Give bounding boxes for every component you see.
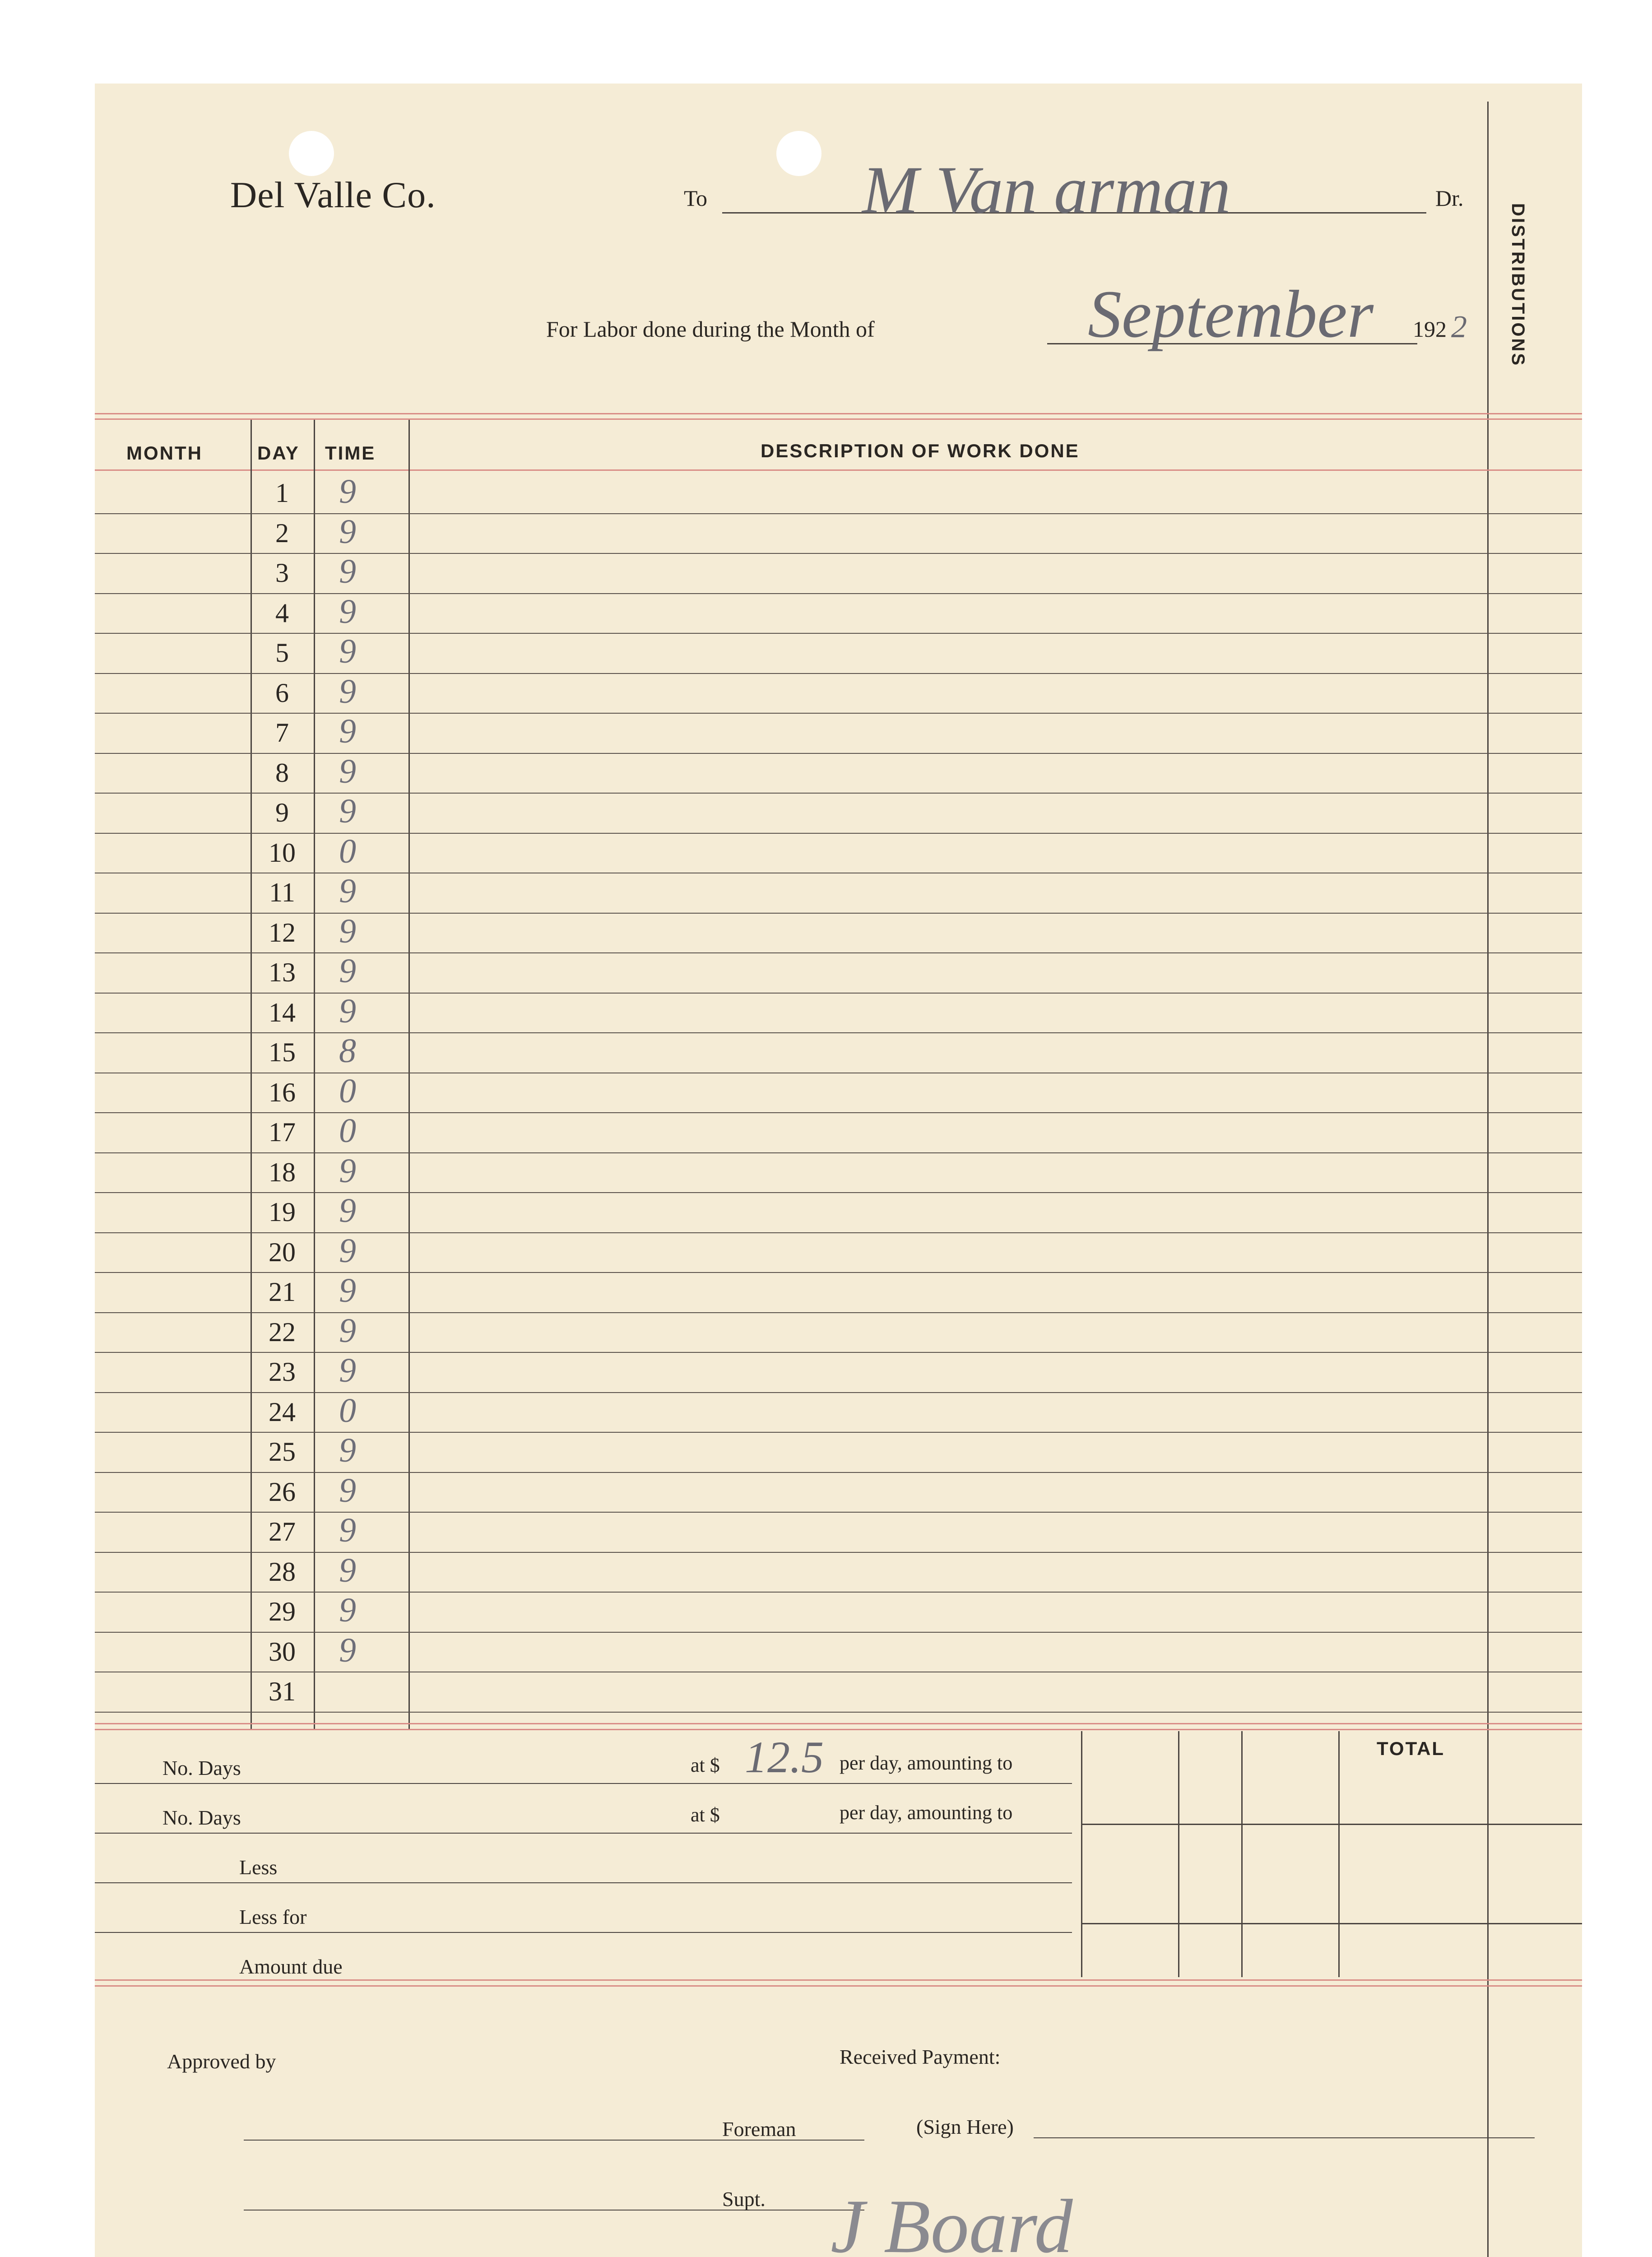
time-entry: 9 <box>339 992 356 1030</box>
footer-rule-2 <box>95 1985 1582 1987</box>
row-rule <box>95 633 1582 634</box>
time-entry: 9 <box>339 792 356 830</box>
time-entry: 9 <box>339 1152 356 1190</box>
day-number: 6 <box>275 678 289 708</box>
row-rule <box>95 952 1582 953</box>
row-rule <box>95 1512 1582 1513</box>
day-number: 15 <box>269 1037 296 1067</box>
row-rule <box>95 1552 1582 1553</box>
day-number: 1 <box>275 478 289 508</box>
summary-line-2 <box>95 1833 1072 1834</box>
day-number: 17 <box>269 1117 296 1147</box>
to-label: To <box>684 186 708 211</box>
time-entry: 9 <box>339 632 356 670</box>
time-entry: 9 <box>339 952 356 990</box>
less-for-label: Less for <box>239 1905 307 1928</box>
header-rule-top-2 <box>95 418 1582 420</box>
day-number: 14 <box>269 997 296 1027</box>
day-number: 31 <box>269 1676 296 1706</box>
row-rule <box>95 1192 1582 1193</box>
time-entry: 9 <box>339 672 356 711</box>
time-entry: 9 <box>339 912 356 950</box>
summary-rule-2 <box>95 1729 1582 1730</box>
time-entry: 9 <box>339 1231 356 1270</box>
year-prefix: 192 <box>1413 316 1447 342</box>
description-column-divider <box>408 420 410 1729</box>
row-rule <box>95 793 1582 794</box>
time-entry: 9 <box>339 1311 356 1350</box>
time-entry: 9 <box>339 1431 356 1469</box>
payment-signature-line <box>1034 2137 1535 2138</box>
time-column-divider <box>314 420 315 1729</box>
time-entry: 9 <box>339 1591 356 1629</box>
header-rule-bottom <box>95 469 1582 471</box>
time-entry: 9 <box>339 1471 356 1509</box>
time-entry: 0 <box>339 1072 356 1110</box>
description-column-header: DESCRIPTION OF WORK DONE <box>761 440 1080 461</box>
row-rule <box>95 1432 1582 1433</box>
day-number: 13 <box>269 957 296 987</box>
daily-rate: 12.5 <box>745 1732 824 1782</box>
time-column-header: TIME <box>325 442 376 464</box>
row-rule <box>95 593 1582 594</box>
time-entry: 9 <box>339 1272 356 1310</box>
punch-hole-right <box>776 131 821 176</box>
row-rule <box>95 1152 1582 1153</box>
distributions-rule <box>1487 102 1489 2257</box>
less-label: Less <box>239 1856 278 1879</box>
row-rule <box>95 1392 1582 1393</box>
header-rule-top-1 <box>95 413 1582 414</box>
company-name: Del Valle Co. <box>230 174 436 215</box>
day-number: 3 <box>275 558 289 588</box>
day-number: 27 <box>269 1517 296 1546</box>
per-day-label-1: per day, amounting to <box>840 1752 1013 1774</box>
time-entry: 9 <box>339 473 356 511</box>
time-entry: 9 <box>339 1551 356 1589</box>
month-value: September <box>1088 277 1374 352</box>
foreman-label: Foreman <box>722 2118 796 2141</box>
row-rule <box>95 513 1582 514</box>
day-number: 16 <box>269 1077 296 1107</box>
day-number: 22 <box>269 1317 296 1347</box>
time-entry: 9 <box>339 553 356 590</box>
time-entry: 9 <box>339 1511 356 1549</box>
per-day-label-2: per day, amounting to <box>840 1802 1013 1824</box>
amount-divider-2 <box>1178 1731 1179 1977</box>
day-number: 5 <box>275 638 289 668</box>
approved-by-label: Approved by <box>167 2050 276 2073</box>
time-entry: 9 <box>339 1351 356 1389</box>
row-rule <box>95 753 1582 754</box>
day-number: 29 <box>269 1597 296 1626</box>
day-number: 19 <box>269 1197 296 1227</box>
supt-signature-line <box>244 2210 864 2211</box>
row-rule <box>95 1352 1582 1353</box>
no-days-label-1: No. Days <box>162 1756 241 1779</box>
time-entry: 0 <box>339 1391 356 1430</box>
total-column-header: TOTAL <box>1377 1738 1445 1759</box>
row-rule <box>95 1272 1582 1273</box>
row-rule <box>95 913 1582 914</box>
time-entry: 9 <box>339 872 356 910</box>
time-entry: 9 <box>339 512 356 551</box>
day-number: 9 <box>275 798 289 827</box>
row-rule <box>95 1112 1582 1113</box>
day-number: 24 <box>269 1397 296 1427</box>
row-rule <box>95 553 1582 554</box>
day-number: 7 <box>275 718 289 748</box>
row-rule <box>95 1592 1582 1593</box>
summary-line-1 <box>95 1783 1072 1784</box>
row-rule <box>95 1632 1582 1633</box>
row-rule <box>95 1712 1582 1713</box>
supt-label: Supt. <box>722 2187 766 2211</box>
footer-rule-1 <box>95 1979 1582 1981</box>
row-rule <box>95 673 1582 674</box>
time-entry: 9 <box>339 712 356 750</box>
row-rule <box>95 1312 1582 1313</box>
day-column-header: DAY <box>257 442 300 464</box>
day-number: 20 <box>269 1237 296 1267</box>
row-rule <box>95 833 1582 834</box>
month-column-header: MONTH <box>126 442 203 464</box>
row-rule <box>95 993 1582 994</box>
year-suffix: 2 <box>1451 310 1467 344</box>
day-number: 26 <box>269 1477 296 1507</box>
day-number: 18 <box>269 1157 296 1187</box>
day-number: 4 <box>275 598 289 628</box>
month-label: For Labor done during the Month of <box>546 316 875 342</box>
day-number: 28 <box>269 1556 296 1587</box>
day-number: 30 <box>269 1636 296 1667</box>
day-number: 10 <box>269 837 296 868</box>
time-entry: 9 <box>339 592 356 631</box>
day-number: 8 <box>275 757 289 788</box>
labor-sheet <box>95 84 1582 2257</box>
day-column-divider <box>251 420 252 1729</box>
day-number: 21 <box>269 1277 296 1307</box>
row-rule <box>95 1232 1582 1233</box>
time-entry: 0 <box>339 832 356 870</box>
payee-signature: J Board <box>831 2184 1073 2257</box>
amount-divider-1 <box>1081 1731 1082 1977</box>
time-entry: 0 <box>339 1112 356 1150</box>
payee-name: M Van arman <box>862 153 1231 228</box>
sign-here-label: (Sign Here) <box>916 2115 1014 2138</box>
row-rule <box>95 1472 1582 1473</box>
summary-line-4 <box>95 1932 1072 1933</box>
amount-divider-3 <box>1241 1731 1243 1977</box>
day-number: 12 <box>269 917 296 947</box>
time-entry: 8 <box>339 1032 356 1070</box>
summary-rule-1 <box>95 1723 1582 1724</box>
at-label-2: at $ <box>691 1804 720 1826</box>
row-rule <box>95 1032 1582 1033</box>
time-entry: 9 <box>339 1631 356 1669</box>
received-payment-label: Received Payment: <box>840 2045 1001 2068</box>
day-number: 25 <box>269 1437 296 1467</box>
row-rule <box>95 713 1582 714</box>
day-number: 11 <box>269 878 295 907</box>
distributions-label: DISTRIBUTIONS <box>1508 203 1528 367</box>
day-number: 23 <box>269 1357 296 1387</box>
at-label-1: at $ <box>691 1754 720 1776</box>
amount-line-4 <box>1081 1923 1582 1924</box>
amount-due-label: Amount due <box>239 1955 343 1978</box>
amount-divider-4 <box>1338 1731 1340 1977</box>
time-entry: 9 <box>339 752 356 790</box>
punch-hole-left <box>289 131 334 176</box>
summary-line-3 <box>95 1882 1072 1883</box>
no-days-label-2: No. Days <box>162 1806 241 1829</box>
amount-line-2 <box>1081 1824 1582 1825</box>
dr-label: Dr. <box>1435 186 1464 211</box>
time-entry: 9 <box>339 1192 356 1230</box>
day-number: 2 <box>275 518 289 548</box>
